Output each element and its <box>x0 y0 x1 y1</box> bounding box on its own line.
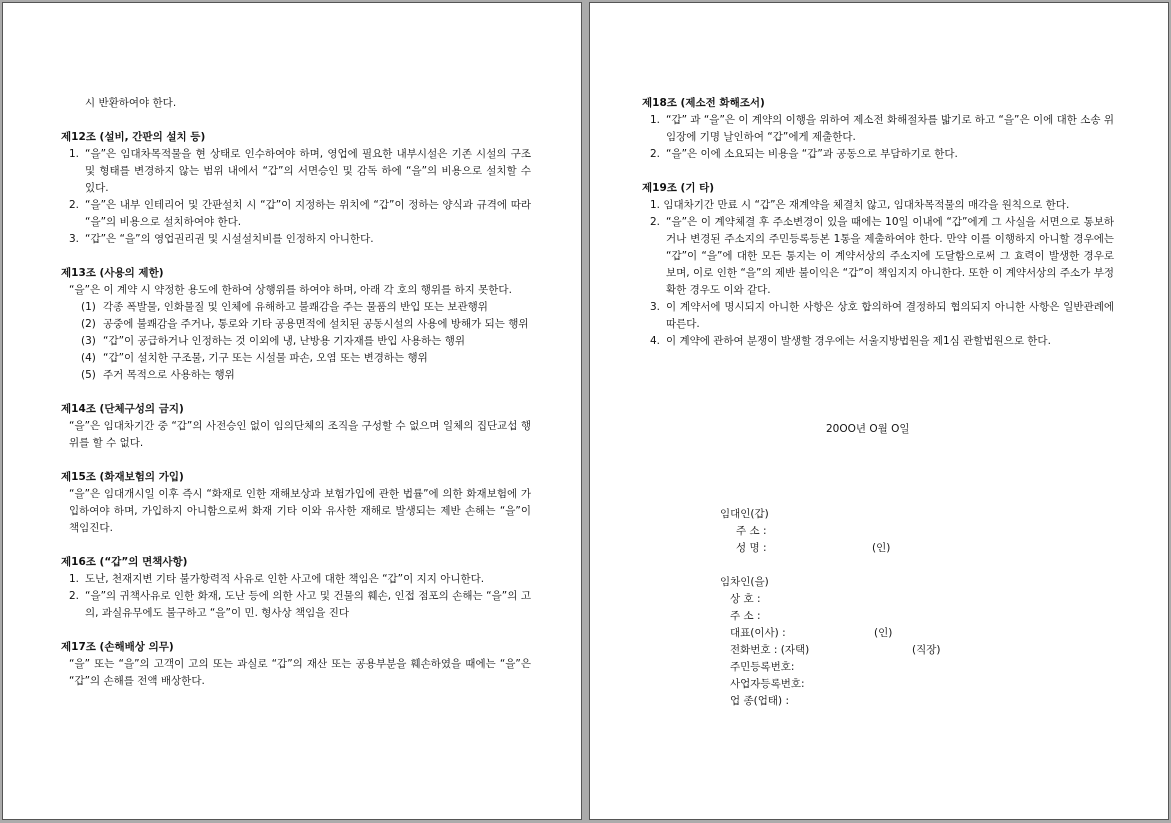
lessor-heading: 임대인(갑) <box>720 508 769 520</box>
article-17-body: “을” 또는 “을”의 고객이 고의 또는 과실로 “갑”의 재산 또는 공용부분을 훼손하였을 때에는 “을”은 “갑”의 손해를 전액 배상한다. <box>69 658 531 687</box>
list-item: (2) 공중에 불쾌감을 주거나, 통로와 기타 공용면적에 설치된 공동시설의 사용에 방해가 되는 행위 <box>81 318 529 330</box>
lessor-seal: (인) <box>872 542 891 554</box>
list-item: 2. “을”은 이 계약체결 후 주소변경이 있을 때에는 10일 이내에 “갑”에게 그 사실을 서면으로 통보하거나 변경된 주소지의 주민등록등본 1통을 제출하여야 한다. 만약 이를 이행하지 아니할 경우에는 “갑”이 “을”에 대한 모든 통지는 이 계약서상의 주소지에 도달함으로써 그 효력이 발생한 경우로 보며, 이로 인한 “을”의 제반 불이익은 “갑”이 책임지지 아니한다. 또한 이 계약서상의 주소가 부정확한 경우도 이와 같다. <box>650 216 1114 296</box>
lessee-phone-row <box>720 642 1050 659</box>
article-12-title: 제12조 (설비, 간판의 설치 등) <box>61 131 206 143</box>
article-19-item-1: 1. 임대차기간 만료 시 “갑”은 재계약을 체결치 않고, 임대차목적물의 매각을 원칙으로 한다. <box>650 199 1070 211</box>
article-19-list <box>642 214 1114 350</box>
lessee-seal: (인) <box>874 627 893 639</box>
article-16-list <box>61 571 531 622</box>
list-item: 1. “갑” 과 “을”은 이 계약의 이행을 위하여 제소전 화해절차를 밟기로 하고 “을”은 이에 대한 소송 위임장에 기명 날인하여 “갑”에게 제출한다. <box>650 114 1114 143</box>
lessor-address-label: 주 소 : <box>736 525 767 537</box>
article-14-title: 제14조 (단체구성의 금지) <box>61 403 184 415</box>
list-item: 2. “을”의 귀책사유로 인한 화재, 도난 등에 의한 사고 및 건물의 훼손, 인접 점포의 손해는 “을”의 고의, 과실유무에도 불구하고 “을”이 민. 형사상 책임을 진다 <box>69 590 531 619</box>
list-item: (5) 주거 목적으로 사용하는 행위 <box>81 369 235 381</box>
list-item: 1. “을”은 임대차목적물을 현 상태로 인수하여야 하며, 영업에 필요한 내부시설은 기존 시설의 구조 및 형태를 변경하지 않는 범위 내에서 “갑”의 서면승인 및 감독 하에 “을”의 비용으로 설치할 수 있다. <box>69 148 531 194</box>
article-15-body: “을”은 임대개시일 이후 즉시 “화재로 인한 재해보상과 보험가입에 관한 법률”에 의한 화재보험에 가입하여야 하며, 가입하지 아니함으로써 화재 기타 이와 유사한 재해로 발생되는 제반 손해는 “을”이 책임진다. <box>69 488 531 534</box>
list-item: (1) 각종 폭발물, 인화물질 및 인체에 유해하고 불쾌감을 주는 물품의 반입 또는 보관행위 <box>81 301 488 313</box>
lessee-rrn-row <box>720 659 1050 676</box>
lessor-name-label: 성 명 : <box>736 542 767 554</box>
lessee-biz-row <box>720 693 1050 710</box>
lessee-rrn-label: 주민등록번호: <box>730 661 795 673</box>
article-19-title: 제19조 (기 타) <box>642 182 715 194</box>
article-13-list <box>61 299 531 384</box>
lessee-address-row <box>720 608 1050 625</box>
article-16-title: 제16조 (“갑”의 면책사항) <box>61 556 188 568</box>
article-18-title: 제18조 (제소전 화해조서) <box>642 97 765 109</box>
list-item: 2. “을”은 이에 소요되는 비용을 “갑”과 공동으로 부담하기로 한다. <box>650 148 958 160</box>
lessee-firm-row <box>720 591 1050 608</box>
lessee-firm-label: 상 호 : <box>730 593 761 605</box>
lessor-heading-row <box>720 506 1050 523</box>
signature-block <box>720 506 1050 710</box>
article-15-title: 제15조 (화재보험의 가입) <box>61 471 184 483</box>
lessee-phone-work-label: (직장) <box>912 644 941 656</box>
lessee-heading: 임차인(을) <box>720 576 769 588</box>
document-page-left <box>2 2 582 820</box>
article-18-list <box>642 112 1114 163</box>
contract-date: 20OO년 O월 O일 <box>826 423 910 435</box>
page-left-content <box>61 95 531 690</box>
article-13-title: 제13조 (사용의 제한) <box>61 267 164 279</box>
lessor-name-row <box>720 540 1050 557</box>
continued-line: 시 반환하여야 한다. <box>85 97 177 109</box>
list-item: 1. 도난, 천재지변 기타 불가항력적 사유로 인한 사고에 대한 책임은 “갑”이 지지 아니한다. <box>69 573 485 585</box>
article-17-title: 제17조 (손해배상 의무) <box>61 641 174 653</box>
lessee-brn-label: 사업자등록번호: <box>730 678 805 690</box>
lessee-brn-row <box>720 676 1050 693</box>
lessor-address-row <box>720 523 1050 540</box>
lessee-rep-row <box>720 625 1050 642</box>
list-item: 4. 이 계약에 관하여 분쟁이 발생할 경우에는 서울지방법원을 제1심 관할법원으로 한다. <box>650 335 1051 347</box>
article-14-body: “을”은 임대차기간 중 “갑”의 사전승인 없이 임의단체의 조직을 구성할 수 없으며 일체의 집단교섭 행위를 할 수 없다. <box>69 420 531 449</box>
lessee-rep-label: 대표(이사) : <box>730 627 786 639</box>
list-item: 3. “갑”은 “을”의 영업권리권 및 시설설치비를 인정하지 아니한다. <box>69 233 374 245</box>
lessee-heading-row <box>720 574 1050 591</box>
lessee-phone-label: 전화번호 : (자택) <box>730 644 810 656</box>
list-item: (4) “갑”이 설치한 구조물, 기구 또는 시설물 파손, 오염 또는 변경하는 행위 <box>81 352 428 364</box>
list-item: 2. “을”은 내부 인테리어 및 간판설치 시 “갑”이 지정하는 위치에 “갑”이 정하는 양식과 규격에 따라 “을”의 비용으로 설치하여야 한다. <box>69 199 531 228</box>
list-item: (3) “갑”이 공급하거나 인정하는 것 이외에 냉, 난방용 기자재를 반입 사용하는 행위 <box>81 335 466 347</box>
lessee-biz-label: 업 종(업태) : <box>730 695 789 707</box>
lessee-address-label: 주 소 : <box>730 610 761 622</box>
page-right-content <box>642 95 1114 350</box>
article-12-list <box>61 146 531 248</box>
document-page-right <box>589 2 1169 820</box>
list-item: 3. 이 계약서에 명시되지 아니한 사항은 상호 합의하여 결정하되 협의되지 아니한 사항은 일반관례에 따른다. <box>650 301 1114 330</box>
article-13-intro: “을”은 이 계약 시 약정한 용도에 한하여 상행위를 하여야 하며, 아래 각 호의 행위를 하지 못한다. <box>69 284 512 296</box>
